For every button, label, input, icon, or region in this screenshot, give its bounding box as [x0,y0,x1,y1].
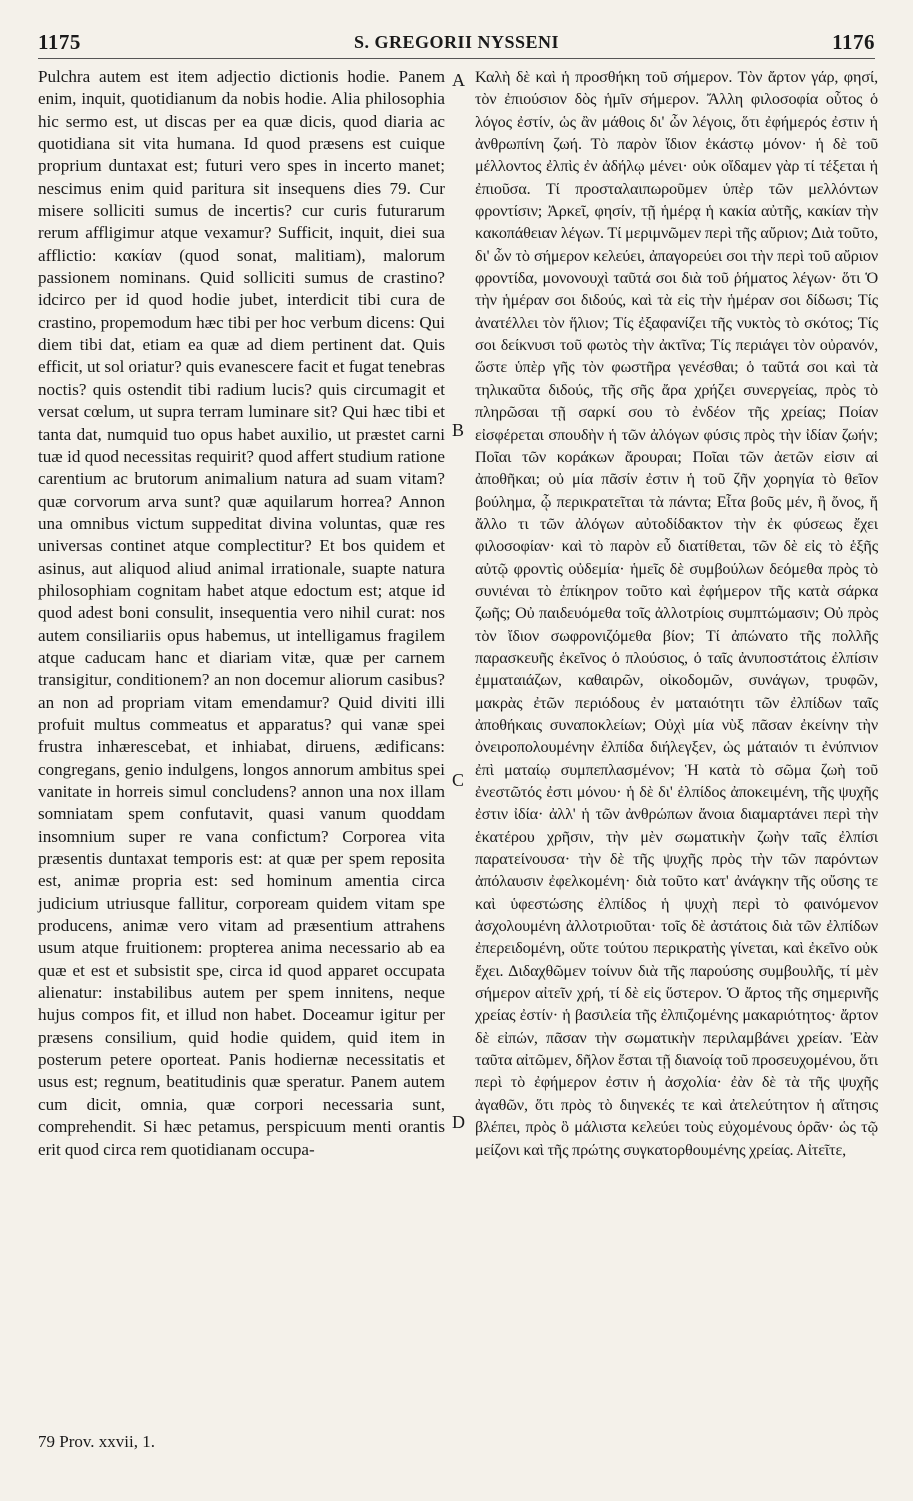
header-rule [38,58,875,59]
footnote: 79 Prov. xxvii, 1. [38,1432,155,1451]
section-marker-b: B [452,420,465,440]
section-marker-d: D [452,1112,465,1132]
running-title: S. GREGORII NYSSENI [353,32,560,52]
page-number-right: 1176 [832,30,875,54]
greek-column [475,66,878,1161]
section-marker-c: C [452,770,465,790]
latin-text: Pulchra autem est item adjectio dictionis hodie. Panem enim, inquit, quotidianum da nobis hodie. Alia philosophia hic sermo est, ut discas per ea quæ dicis, quod diaria ac quotidiana sit vita humana. Id quod præsens est cuique proprium duntaxat est; futuri vero spes in incerto manet; nescimus enim quid paritura sit insequens dies 79. Cur misere solliciti sumus de incertis? cur curis futurarum rerum affligimur atque vexamur? Sufficit, inquit, diei sua afflictio: κακίαν (quod sonat, malitiam), malorum passionem nominans. Quid solliciti sumus de crastino? idcirco per id quod hodie jubet, interdicit tibi cura de crastino, propemodum hæc tibi per hoc verbum dicens: Qui diem tibi dat, etiam ea quæ ad diem pertinent dat. Quis efficit, ut sol oriatur? quis evanescere facit et fugat tenebras noctis? quis ostendit tibi radium lucis? quis circumagit et versat cœlum, ut supra terram luminare sit? Qui hæc tibi et tanta dat, numquid tuo opus habet auxilio, ut præstet carni tuæ id quod necessitas requirit? quod affert studium ratione carentium ac brutorum animalium natura ad suam vitam? quæ corvorum arva sunt? quæ aquilarum horrea? Annon una omnibus victum suppeditat divina voluntas, quæ res universas continet atque complectitur? Et bos quidem et asinus, aut aliquod aliud animal irrationale, suapte natura philosophiam cognitam habet atque edoctum est; atque id quod adest boni consulit, insequentia vero nihil curat: nos autem consiliariis opus habemus, ut intelligamus fragilem atque caducam hanc et diariam vitæ, quæ per carnem transigitur, conditionem? an non docemur aliorum casibus? an non ad propriam vitam emendamur? Quid diviti illi profuit multus commeatus et apparatus? qui vanæ spei frustra inhærescebat, et inhiabat, diruens, ædificans: congregans, genio indulgens, longos annorum ambitus spei vanitate in horreis simul concludens? annon una nox illam somniatam spem confutavit, quasi vanum quoddam insomnium super re vana confictum? Corporea vita præsentis duntaxat temporis est: at quæ per spem reposita est, animæ propria est: sed hominum amentia circa judicium utriusque fallitur, corpoream quidem vitam spe producens, animæ vero vitam ad præsentium attrahens usum atque fruitionem: propterea anima necessario ab ea quæ et est et subsistit spe, circa id quod apparet occupata alienatur: instabilibus autem per spem innitens, neque hujus compos fit, et illud non habet. Doceamur igitur per præsens consilium, quid hodie quidem, quid item in posterum petere oporteat. Panis hodiernæ necessitatis et usus est; regnum, beatitudinis quæ speratur. Panem autem cum dicit, omnia, quæ corpori necessaria sunt, comprehendit. Si hæc petamus, perspicuum menti orantis erit quod circa rem quotidianam occupa- [38,67,445,1159]
greek-text: Καλὴ δὲ καὶ ἡ προσθήκη τοῦ σήμερον. Τὸν ἄρτον γάρ, φησί, τὸν ἐπιούσιον δὸς ἡμῖν σήμερον. Ἄλλη φιλοσοφία οὗτος ὁ λόγος ἐστίν, ὡς ἂν μάθοις δι' ὧν λέγοις, ὅτι ἐφήμερός ἐστιν ἡ ἀνθρωπίνη ζωή. Τὸ παρὸν ἴδιον ἑκάστῳ μόνον· ἡ δὲ τοῦ μέλλοντος ἐλπὶς ἐν ἀδήλῳ μένει· οὐκ οἴδαμεν γὰρ τί τέξεται ἡ ἐπιοῦσα. Τί προσταλαιπωροῦμεν ὑπὲρ τῶν μελλόντων φροντίσιν; Ἀρκεῖ, φησίν, τῇ ἡμέρᾳ ἡ κακία αὐτῆς, κακίαν τὴν κακοπάθειαν λέγων. Τί μεριμνῶμεν περὶ τῆς αὔριον; Διὰ τοῦτο, δι' ὧν τὸ σήμερον κελεύει, ἀπαγορεύει σοι τὴν περὶ τοῦ αὔριον φροντίδα, μονονουχὶ ταῦτά σοι διὰ τοῦ ῥήματος λέγων· ὅτι Ὁ τὴν ἡμέραν σοι διδούς, καὶ τὰ εἰς τὴν ἡμέραν σοι δίδωσι; Τίς ἀνατέλλει τὸν ἥλιον; Τίς ἐξαφανίζει τῆς νυκτὸς τὸ σκότος; Τίς σοι δείκνυσι τοῦ φωτὸς τὴν ἀκτῖνα; Τίς περιάγει τὸν οὐρανόν, ὥστε ὑπὲρ γῆς τὸν φωστῆρα γενέσθαι; ὁ ταῦτά σοι καὶ τὰ τηλικαῦτα διδούς, τῆς σῆς ἄρα χρήζει συνεργείας, πρὸς τὸ πληρῶσαι τῇ σαρκί σου τὸ ἐνδέον τῆς χρείας; Ποίαν εἰσφέρεται σπουδὴν ἡ τῶν ἀλόγων φύσις πρὸς τὴν ἰδίαν ζωήν; Ποῖαι τῶν κοράκων ἄρουραι; Ποῖαι τῶν ἀετῶν εἰσιν αἱ ἀποθῆκαι; οὐ μία πᾶσίν ἐστιν ἡ τοῦ ζῆν χορηγία τὸ θεῖον βούλημα, ᾧ περικρατεῖται τὰ πάντα; Εἶτα βοῦς μέν, ἢ ὄνος, ἤ ἄλλο τι τῶν ἀλόγων αὐτοδίδακτον τὴν ἐκ φύσεως ἔχει φιλοσοφίαν· καὶ τὸ παρὸν εὖ διατίθεται, τῶν δὲ εἰς τὸ ἑξῆς αὐτῷ φροντὶς οὐδεμία· ἡμεῖς δὲ συμβούλων δεόμεθα πρὸς τὸ συνιέναι τὸ ἐπίκηρον τοῦτο καὶ ἐφήμερον τῆς κατὰ σάρκα ζωῆς; Οὐ παιδευόμεθα τοῖς ἀλλοτρίοις συμπτώμασιν; Οὐ πρὸς τὸν ἴδιον σωφρονιζόμεθα βίον; Τί ἀπώνατο τῆς πολλῆς παρασκευῆς ἐκεῖνος ὁ πλούσιος, ὁ ταῖς ἀνυποστάτοις ἐλπίσιν ἐμματαιάζων, καθαιρῶν, οἰκοδομῶν, συνάγων, τρυφῶν, μακρὰς ἐτῶν περιόδους ἐν ματαιότητι τῶν ἐλπίδων ταῖς ἀποθήκαις συναποκλείων; Οὐχὶ μία νὺξ πᾶσαν ἐκείνην τὴν ὀνειροπολουμένην ἐλπίδα διήλεγξεν, ὡς μάταιόν τι ἐνύπνιον ἐπὶ ματαίῳ συμπεπλασμένον; Ἡ κατὰ τὸ σῶμα ζωὴ τοῦ ἐνεστῶτός ἐστι μόνου· ἡ δὲ δι' ἐλπίδος ἀποκειμένη, τῆς ψυχῆς ἐστιν ἰδία· ἀλλ' ἡ τῶν ἀνθρώπων ἄνοια διαμαρτάνει περὶ τὴν ἑκατέρου χρῆσιν, τὴν μὲν σωματικὴν ζωὴν ταῖς ἐλπίσι παρατείνουσα· τὴν δὲ τῆς ψυχῆς πρὸς τὴν τῶν παρόντων ἀπόλαυσιν ἐφελκομένη· διὰ τοῦτο κατ' ἀνάγκην τῆς οὔσης τε καὶ ὑφεστώσης ἐλπίδος ἡ ψυχὴ περὶ τὸ φαινόμενον ἀσχολουμένη ἀλλοτριοῦται· τοῖς δὲ ἀστάτοις διὰ τῶν ἐλπίδων ἐπερειδομένη, οὔτε τούτου περικρατὴς γίνεται, καὶ ἐκεῖνο οὐκ ἔχει. Διδαχθῶμεν τοίνυν διὰ τῆς παρούσης συμβουλῆς, τί μὲν σήμερον αἰτεῖν χρή, τί δὲ εἰς ὕστερον. Ὁ ἄρτος τῆς σημερινῆς χρείας ἐστίν· ἡ βασιλεία τῆς ἐλπιζομένης μακαριότητος· ἄρτον δὲ εἰπών, πᾶσαν τὴν σωματικὴν περιλαμβάνει χρείαν. Ἐὰν ταῦτα αἰτῶμεν, δῆλον ἔσται τῇ διανοίᾳ τοῦ προσευχομένου, ὅτι περὶ τὸ ἐφήμερον ἐστιν ἡ ἀσχολία· ἐὰν δὲ τὰ τῆς ψυχῆς ἀγαθῶν, ὅτι πρὸς τὸ διηνεκές τε καὶ ἀτελεύτητον ἡ αἴτησις βλέπει, πρὸς ὃ μάλιστα κελεύει τοὺς εὐχομένους ὁρᾶν· ὡς τῷ μείζονι καὶ τῆς πρώτης συγκατορθουμένης χρείας. Αἰτεῖτε, [475,68,878,1159]
page-number-left: 1175 [38,30,81,54]
section-marker-a: A [452,70,465,90]
latin-column [38,66,445,1161]
page-header [38,30,875,56]
